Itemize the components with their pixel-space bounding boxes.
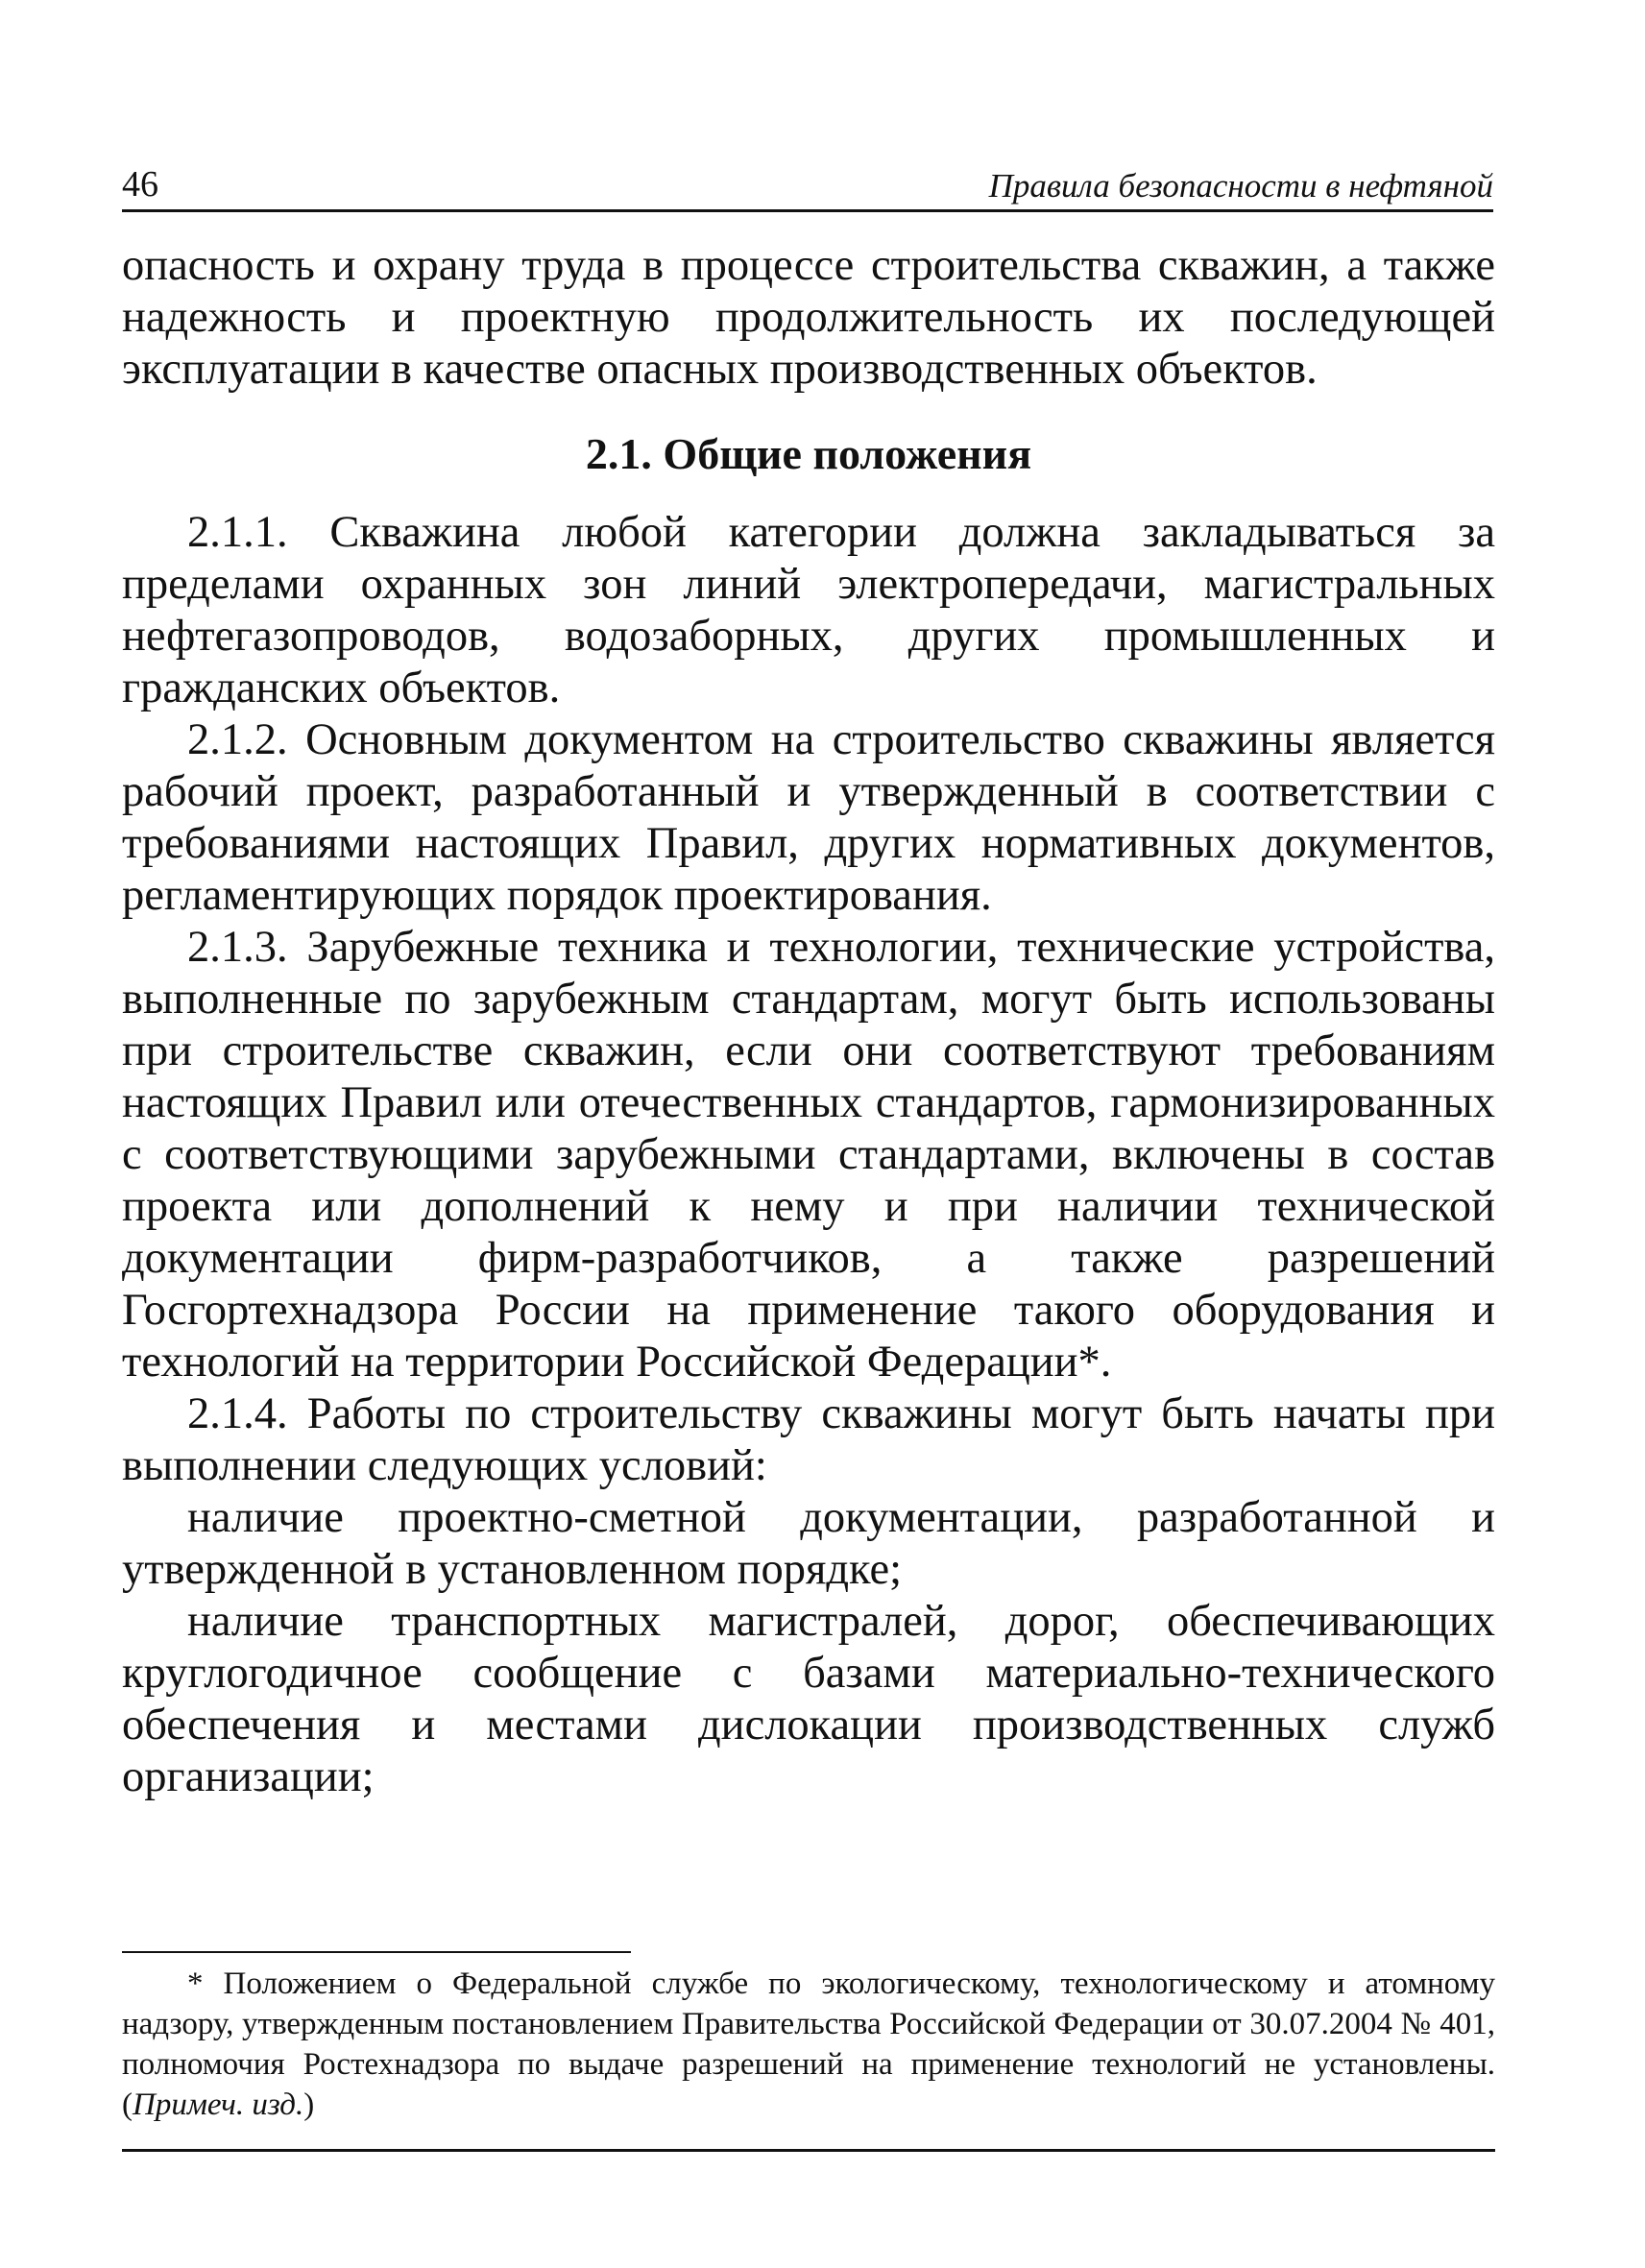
body-text	[122, 240, 1495, 1803]
paragraph-2-1-1: 2.1.1. Скважина любой категории должна закладываться за пределами охранных зон линий электропередачи, магистральных нефтегазопроводов, водозаборных, других промышленных и гражданских объектов.	[122, 508, 1495, 712]
section-heading: 2.1. Общие положения	[585, 429, 1032, 478]
footnote-paragraph	[122, 1964, 1495, 2125]
paragraph-2-1-4: 2.1.4. Работы по строительству скважины могут быть начаты при выполнении следующих условий:	[122, 1389, 1495, 1490]
list-item: наличие проектно-сметной документации, разработанной и утвержденной в установленном порядке;	[122, 1493, 1495, 1594]
paragraph-2-1-3: 2.1.3. Зарубежные техника и технологии, технические устройства, выполненные по зарубежным стандартам, могут быть использованы при строительстве скважин, если они соответствуют требованиям настоящих Правил или отечественных стандартов, гармонизированных с соответствующими зарубежными стандартами, включены в состав проекта или дополнений к нему и при наличии технической документации фирм-разработчиков, а также разрешений Госгортехнадзора России на применение такого оборудования и технологий на территории Российской Федерации*.	[122, 923, 1495, 1387]
page-number: 46	[122, 164, 158, 205]
footnote	[122, 1964, 1495, 2125]
intro-paragraph: опасность и охрану труда в процессе строительства скважин, а также надежность и проектную продолжительность их последующей эксплуатации в качестве опасных производственных объектов.	[122, 241, 1495, 394]
footnote-text: * Положением о Федеральной службе по экологическому, технологическому и атомному надзору, утвержденным постановлением Правительства Российской Федерации от 30.07.2004 № 401, полномочия Ростехнадзора по выдаче разрешений на применение технологий не установлены. (	[122, 1966, 1495, 2122]
bottom-rule	[122, 2149, 1495, 2152]
footnote-close: )	[303, 2087, 315, 2122]
list-item: наличие транспортных магистралей, дорог, обеспечивающих круглогодичное сообщение с базами материально-технического обеспечения и местами дислокации производственных служб организации;	[122, 1597, 1495, 1801]
footnote-separator	[122, 1951, 631, 1953]
paragraph-2-1-2: 2.1.2. Основным документом на строительство скважины является рабочий проект, разработанный и утвержденный в соответствии с требованиями настоящих Правил, других нормативных документов, регламентирующих порядок проектирования.	[122, 715, 1495, 920]
running-title: Правила безопасности в нефтяной	[988, 167, 1493, 205]
running-header	[122, 152, 1493, 212]
editor-note: Примеч. изд.	[133, 2087, 304, 2122]
